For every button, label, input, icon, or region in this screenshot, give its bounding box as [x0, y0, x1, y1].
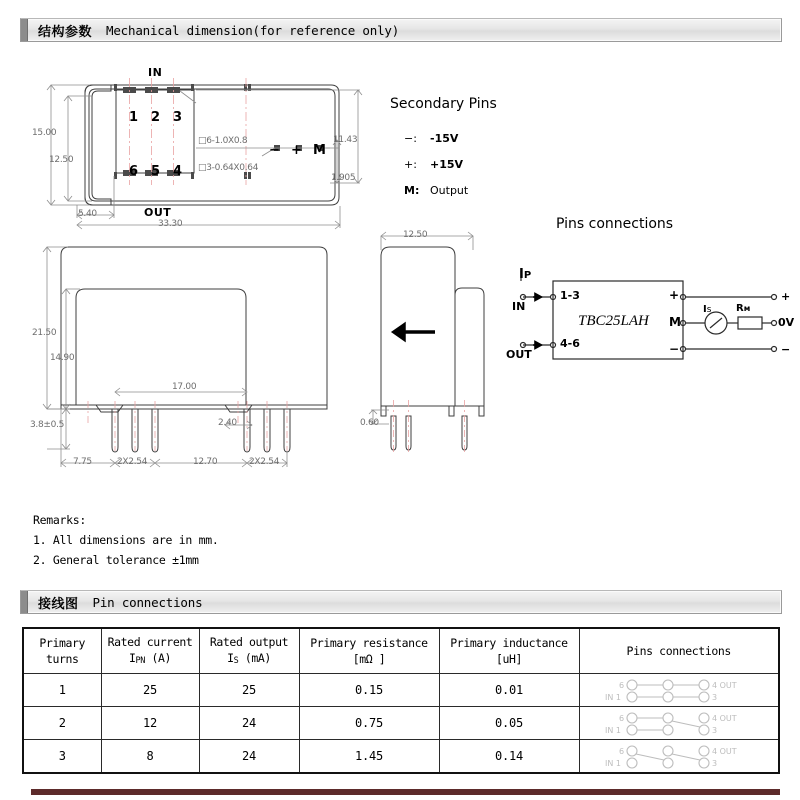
pin-connections-table [22, 627, 780, 774]
table-row [23, 740, 779, 774]
dim-front-span-pins: 17.00 [172, 382, 197, 392]
dim-front-pitch-left: 2X2.54 [117, 457, 148, 467]
pin-connections-header-en: Pin connections [92, 594, 203, 610]
secondary-pin-desc-minus: -15V [430, 132, 459, 145]
cell-pins-diagram-1 [579, 674, 779, 707]
col-header-primary-resistance-l1: Primary resistance [310, 636, 428, 650]
secondary-pins-legend [390, 96, 497, 203]
cell-turns-2: 2 [23, 707, 101, 740]
col-header-primary-inductance-l1: Primary inductance [450, 636, 568, 650]
pin-number-6: 6 [129, 164, 139, 179]
remarks-item-2: 2. General tolerance ±1mm [33, 553, 199, 567]
header-accent-bar-2 [21, 591, 28, 613]
dim-top-height-inner: 12.50 [49, 155, 74, 165]
mechanical-header-cn: 结构参数 [38, 24, 93, 40]
cell-pins-diagram-3 [579, 740, 779, 774]
secondary-pin-symbol-minus: −: [404, 132, 417, 145]
remarks-item-1: 1. All dimensions are in mm. [33, 533, 219, 547]
footer-accent-bar [31, 789, 780, 795]
svg-text:4 OUT: 4 OUT [712, 714, 737, 723]
cell-resistance-2: 0.75 [299, 707, 439, 740]
dim-front-height-inner: 14.90 [50, 353, 75, 363]
col-header-primary-turns-l2: turns [45, 652, 79, 666]
col-header-rated-current-l1: Rated current [107, 635, 193, 649]
schematic-is-label: Is [703, 304, 712, 315]
schematic-ip-label: IP [519, 267, 532, 282]
secondary-pin-desc-m: Output [430, 184, 469, 197]
col-header-primary-turns-l1: Primary [39, 636, 86, 650]
secondary-mark-plus: + [291, 143, 302, 158]
dim-front-pin-length: 3.8±0.5 [30, 420, 65, 430]
col-header-pins-connections [579, 628, 779, 674]
table-row [23, 707, 779, 740]
dim-side-width: 12.50 [403, 230, 428, 240]
svg-text:IN 1: IN 1 [605, 726, 622, 735]
col-header-rated-output-l2: IS (mA) [227, 651, 271, 666]
dim-front-height-outer: 21.50 [32, 328, 57, 338]
secondary-pins-title: Secondary Pins [390, 96, 497, 112]
mechanical-section-header [20, 18, 782, 42]
callout-secondary-pads: □3-0.64X0.64 [198, 163, 259, 173]
remarks-title: Remarks: [33, 513, 86, 527]
schematic-rm-label: Rм [736, 303, 751, 314]
col-header-primary-inductance-l2: [uH] [495, 652, 523, 666]
svg-text:4 OUT: 4 OUT [712, 747, 737, 756]
top-view-out-label: OUT [144, 206, 172, 219]
dim-side-pin-dia: 0.60 [360, 418, 379, 428]
col-header-pins-connections-l1: Pins connections [626, 644, 731, 658]
pins-diagram-1-turn [591, 674, 766, 706]
dim-front-gap-middle: 12.70 [193, 457, 218, 467]
col-header-rated-current-l2: IPN (A) [128, 651, 172, 666]
side-view-drawing [363, 228, 513, 468]
callout-primary-pads: □6-1.0X0.8 [198, 136, 248, 146]
svg-text:IN 1: IN 1 [605, 693, 622, 702]
remarks-block [33, 510, 218, 570]
dim-top-left-offset: 5.40 [78, 209, 97, 219]
svg-text:6: 6 [619, 714, 625, 723]
schematic-output-plus: + [781, 290, 791, 303]
cell-current-2: 12 [101, 707, 199, 740]
side-view-svg [363, 228, 513, 468]
cell-output-3: 24 [199, 740, 299, 774]
dim-front-notch: 2.40 [218, 418, 237, 428]
secondary-mark-m: M [313, 143, 326, 158]
dim-top-right-height: 11.43 [333, 135, 358, 145]
cell-pins-diagram-2 [579, 707, 779, 740]
col-header-rated-current [101, 628, 199, 674]
pin-number-3: 3 [173, 110, 183, 125]
col-header-rated-output-l1: Rated output [209, 635, 289, 649]
svg-text:3: 3 [712, 693, 718, 702]
pin-number-1: 1 [129, 110, 139, 125]
schematic-out-label: OUT [506, 348, 532, 361]
pins-diagram-3-turns [591, 740, 766, 772]
front-view-drawing [28, 235, 358, 475]
schematic-terminal-4-6: 4-6 [560, 337, 580, 350]
cell-resistance-1: 0.15 [299, 674, 439, 707]
schematic-output-minus: − [781, 343, 791, 356]
schematic-title: Pins connections [556, 216, 674, 232]
dim-front-left-margin: 7.75 [73, 457, 92, 467]
col-header-primary-resistance [299, 628, 439, 674]
svg-text:4 OUT: 4 OUT [712, 681, 737, 690]
cell-output-2: 24 [199, 707, 299, 740]
pin-connections-section-header [20, 590, 782, 614]
schematic-output-0v: 0V [778, 316, 795, 329]
cell-inductance-1: 0.01 [439, 674, 579, 707]
secondary-pin-symbol-plus: +: [404, 158, 417, 171]
cell-inductance-3: 0.14 [439, 740, 579, 774]
svg-text:3: 3 [712, 726, 718, 735]
cell-turns-3: 3 [23, 740, 101, 774]
col-header-rated-output [199, 628, 299, 674]
svg-text:IN 1: IN 1 [605, 759, 622, 768]
schematic-out-plus: + [669, 288, 680, 302]
secondary-pin-row-plus [404, 151, 497, 177]
col-header-primary-resistance-l2: [mΩ ] [352, 652, 386, 666]
schematic-out-m: M [669, 315, 681, 329]
cell-output-1: 25 [199, 674, 299, 707]
pin-number-4: 4 [173, 164, 183, 179]
pin-number-5: 5 [151, 164, 161, 179]
secondary-pin-row-m [404, 177, 497, 203]
svg-text:3: 3 [712, 759, 718, 768]
dim-top-right-small: 1.905 [331, 173, 356, 183]
secondary-mark-minus: − [269, 143, 280, 158]
svg-text:6: 6 [619, 747, 625, 756]
top-view-in-label: IN [148, 66, 163, 79]
schematic-out-minus: − [669, 342, 680, 356]
table-header-row [23, 628, 779, 674]
svg-text:6: 6 [619, 681, 625, 690]
secondary-pin-desc-plus: +15V [430, 158, 464, 171]
header-accent-bar [21, 19, 28, 41]
pin-connections-header-cn: 接线图 [38, 596, 79, 612]
dim-top-width-total: 33.30 [158, 219, 183, 229]
schematic-terminal-1-3: 1-3 [560, 289, 580, 302]
dim-top-height-outer: 15.00 [32, 128, 57, 138]
pins-diagram-2-turns [591, 707, 766, 739]
cell-turns-1: 1 [23, 674, 101, 707]
dim-front-pitch-right: 2X2.54 [249, 457, 280, 467]
secondary-pin-symbol-m: M: [404, 184, 420, 197]
schematic-device-name: TBC25LAH [578, 313, 649, 329]
col-header-primary-turns [23, 628, 101, 674]
col-header-primary-inductance [439, 628, 579, 674]
secondary-pin-row-minus [404, 125, 497, 151]
cell-current-1: 25 [101, 674, 199, 707]
front-view-svg [28, 235, 358, 475]
table-row [23, 674, 779, 707]
mechanical-header-en: Mechanical dimension(for reference only) [106, 22, 400, 38]
schematic-in-label: IN [512, 300, 526, 313]
pin-number-2: 2 [151, 110, 161, 125]
cell-inductance-2: 0.05 [439, 707, 579, 740]
cell-resistance-3: 1.45 [299, 740, 439, 774]
cell-current-3: 8 [101, 740, 199, 774]
